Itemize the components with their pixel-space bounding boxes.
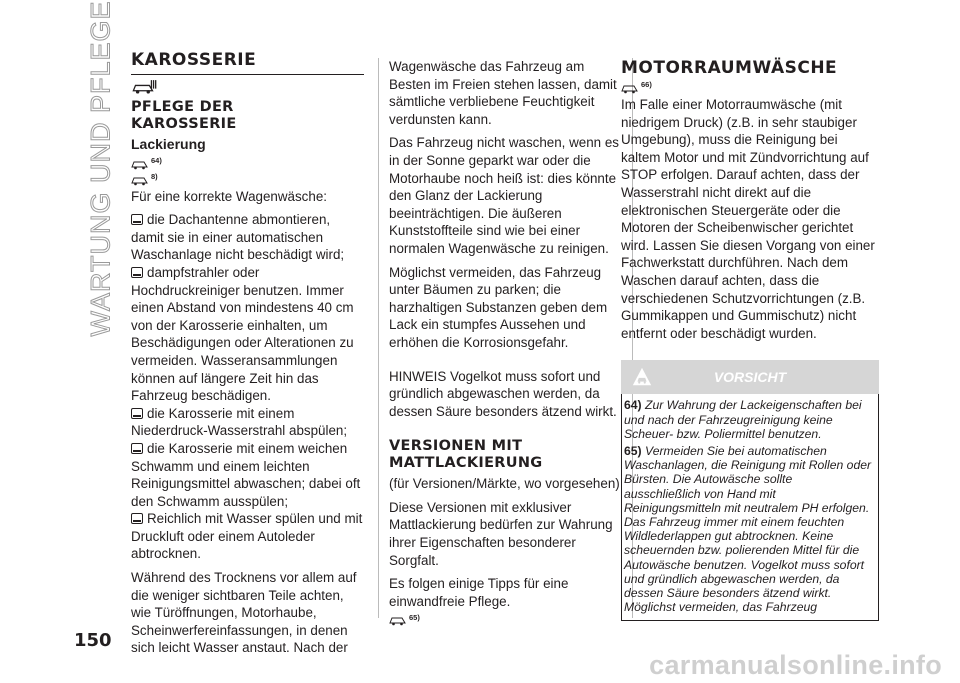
paragraph: Das Fahrzeug nicht waschen, wenn es in der Sonne geparkt war oder die Motorhaube noch heiß ist: dies könnte den Glanz der Lackierung beeinträchtigen. Die äußeren Kunststoffteile sind wie bei einer normalen Wagenwäsche zu reinigen. xyxy=(389,135,619,256)
subheading-pflege-line1: PFLEGE DER xyxy=(131,99,234,115)
car-wash-ref xyxy=(131,81,364,95)
checkbox-bullet-icon xyxy=(131,214,143,225)
list-item: dampfstrahler oder Hochdruckreiniger benutzen. Immer einen Abstand von mindestens 40 cm von der Karosserie einhalten, um Beschädigungen oder Alterationen zu vermeiden. Wasseransammlungen können auf längere Zeit hin das Fahrzeug beschädigen. xyxy=(131,264,354,404)
intro-text: Für eine korrekte Wagenwäsche: xyxy=(131,188,327,204)
note-paragraph: HINWEIS Vogelkot muss sofort und gründlich abgewaschen werden, da dessen Säure besonders ätzend wirkt. xyxy=(389,368,617,419)
section-heading-karosserie: KAROSSERIE xyxy=(131,50,364,75)
warning-header xyxy=(621,360,879,394)
ref-64: 64) xyxy=(131,156,364,170)
paragraph: Möglichst vermeiden, das Fahrzeug unter Bäumen zu parken; die harzhaltigen Substanzen geben dem Lack ein stumpfes Aussehen und erhöhen die Korrosionsgefahr. xyxy=(389,264,608,350)
car-icon xyxy=(131,158,149,170)
car-icon xyxy=(131,174,149,186)
warning-body xyxy=(621,394,879,621)
paragraph: (für Versionen/Märkte, wo vorgesehen) xyxy=(389,476,620,492)
ref-66: 66) xyxy=(621,80,879,94)
paragraph: Während des Trocknens vor allem auf die weniger sichtbaren Teile achten, wie Türöffnungen, Motorhaube, Scheinwerfereinfassungen, in denen sich leicht Wasser anstaut. Nach der xyxy=(131,570,357,656)
column-1 xyxy=(131,50,364,663)
warning-item: 65) Vermeiden Sie bei automatischen Waschanlagen, die Reinigung mit Rollen oder Bürsten. Die Autowäsche sollte ausschließlich von Hand mit Reinigungsmitteln mit neutralem PH erfolgen. Das Fahrzeug immer mit einem feuchten Wildlederlappen gut abtrocknen. Keine scheuernden bzw. polierenden Mittel für die Autowäsche benutzen. Vogelkot muss sofort und gründlich abgewaschen werden, da dessen Säure besonders ätzend wirkt. Möglichst vermeiden, das Fahrzeug xyxy=(624,443,872,615)
paragraph: Es folgen einige Tipps für eine einwandfreie Pflege. xyxy=(389,576,569,609)
checkbox-bullet-icon xyxy=(131,513,143,524)
ref-8: 8) xyxy=(131,172,364,186)
list-item: die Karosserie mit einem Niederdruck-Wasserstrahl abspülen; xyxy=(131,405,348,439)
warning-item: 64) Zur Wahrung der Lackeigenschaften bei und nach der Fahrzeugreinigung keine Scheuer- bzw. Poliermittel benutzen. xyxy=(624,398,862,441)
subheading-pflege-line2: KAROSSERIE xyxy=(131,115,237,132)
heading-mattlackierung-line2: MATTLACKIERUNG xyxy=(389,454,543,471)
list-item: die Karosserie mit einem weichen Schwamm und einem leichten Reinigungsmittel abwaschen; dabei oft den Schwamm ausspülen; xyxy=(131,440,361,509)
watermark: carmanualsonline.info xyxy=(649,650,942,680)
heading-mattlackierung-line1: VERSIONEN MIT xyxy=(389,438,523,455)
column-3 xyxy=(621,50,879,621)
checkbox-bullet-icon xyxy=(131,267,143,278)
subsection-lackierung: Lackierung xyxy=(131,136,206,152)
paragraph: Im Falle einer Motorraumwäsche (mit niedrigem Druck) (z.B. in sehr staubiger Umgebung), muss die Reinigung bei kaltem Motor und mit Zündvorrichtung auf STOP erfolgen. Darauf achten, dass der Wasserstrahl nicht direkt auf die elektronischen Steuergeräte oder die Motoren der Scheibenwischer gerichtet wird. Lassen Sie diesen Vorgang von einer Fachwerkstatt durchführen. Nach dem Waschen darauf achten, dass die verschiedenen Schutzvorrichtungen (z.B. Gummikappen und Gummischutz) nicht entfernt oder beschädigt wurden. xyxy=(621,97,875,341)
car-wash-icon xyxy=(131,78,157,95)
checkbox-bullet-icon xyxy=(131,443,143,454)
car-icon xyxy=(389,614,407,626)
section-heading-motorraumwaesche: MOTORRAUMWÄSCHE xyxy=(621,58,838,78)
warning-title: VORSICHT xyxy=(713,368,787,385)
list-item: Reichlich mit Wasser spülen und mit Druckluft oder einem Autoleder abtrocknen. xyxy=(131,511,363,562)
page-number: 150 xyxy=(74,630,112,651)
column-2 xyxy=(389,58,622,628)
list-item: die Dachantenne abmontieren, damit sie in einer automatischen Waschanlage nicht beschädigt wird; xyxy=(131,212,345,263)
car-icon xyxy=(621,82,639,94)
paragraph: Wagenwäsche das Fahrzeug am Besten im Freien stehen lassen, damit sämtliche verbliebene Feuchtigkeit verdunsten kann. xyxy=(389,59,617,127)
car-warning-icon xyxy=(631,366,653,388)
ref-65: 65) xyxy=(389,612,622,626)
column-divider xyxy=(378,58,379,618)
paragraph: Diese Versionen mit exklusiver Mattlackierung bedürfen zur Wahrung ihrer Eigenschaften besonderer Sorgfalt. xyxy=(389,499,613,568)
side-chapter-title: WARTUNG UND PFLEGE xyxy=(85,0,116,337)
checkbox-bullet-icon xyxy=(131,408,143,419)
